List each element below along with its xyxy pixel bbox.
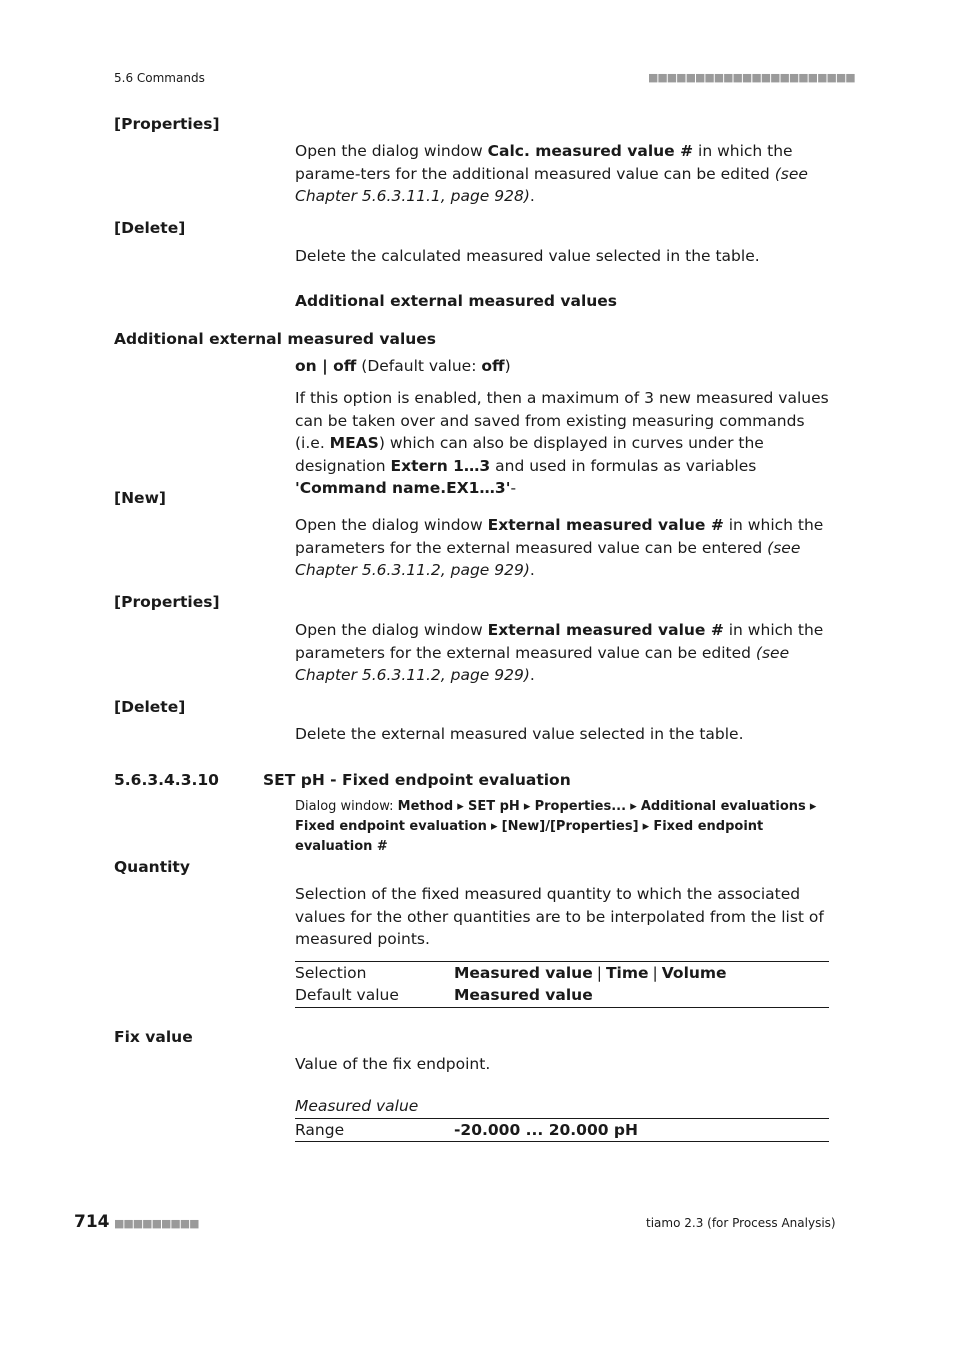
- dialog-path: Dialog window: Method ▸ SET pH ▸ Properties... ▸ Additional evaluations ▸ Fixed endpoint evaluation ▸ [New]/[Properties] ▸ Fixed endpoint evaluation #: [295, 799, 817, 854]
- properties-description: Open the dialog window Calc. measured value # in which the parame-ters for the additional measured value can be edited (see Chapter 5.6.3.11.1, page 928).: [295, 142, 808, 205]
- table-rule: [295, 1007, 829, 1008]
- selection-key: Selection: [295, 964, 367, 982]
- external-values-description: If this option is enabled, then a maximum of 3 new measured values can be taken over and saved from existing measuring commands (i.e. MEAS) which can also be displayed in curves under the designation Extern 1…3 and used in formulas as variables 'Command name.EX1…3'-: [295, 389, 829, 497]
- running-header-section: 5.6 Commands: [114, 71, 205, 85]
- fix-value-spec-table: [295, 1119, 829, 1141]
- new-description: Open the dialog window External measured value # in which the parameters for the external measured value can be entered (see Chapter 5.6.3.11.2, page 929).: [295, 516, 824, 579]
- range-value: -20.000 ... 20.000 pH: [454, 1121, 638, 1139]
- properties-description: Open the dialog window External measured value # in which the parameters for the external measured value can be edited (see Chapter 5.6.3.11.2, page 929).: [295, 621, 824, 684]
- fix-value-table-caption: Measured value: [295, 1097, 419, 1115]
- range-key: Range: [295, 1121, 345, 1139]
- chapter-reference: (see Chapter 5.6.3.11.2, page 929): [295, 538, 801, 579]
- delete-label: [Delete]: [114, 698, 186, 716]
- chapter-reference: (see Chapter 5.6.3.11.1, page 928): [295, 164, 808, 205]
- quantity-description: Selection of the fixed measured quantity to which the associated values for the other quantities are to be interpolated from the list of measured points.: [295, 885, 824, 948]
- selection-value: Measured value | Time | Volume: [454, 964, 727, 982]
- arrow-icon: ▸: [630, 799, 637, 814]
- table-rule: [295, 1141, 829, 1142]
- section-number: 5.6.3.4.3.10: [114, 771, 219, 789]
- arrow-icon: ▸: [490, 819, 498, 834]
- table-row: [295, 962, 829, 984]
- chapter-reference: (see Chapter 5.6.3.11.2, page 929): [295, 643, 790, 684]
- arrow-icon: ▸: [523, 799, 531, 814]
- delete-description: Delete the calculated measured value selected in the table.: [295, 247, 760, 265]
- arrow-icon: ▸: [809, 799, 817, 814]
- quantity-spec-table: [295, 962, 829, 1006]
- fix-value-description: Value of the fix endpoint.: [295, 1055, 491, 1073]
- external-values-label: Additional external measured values: [114, 330, 437, 348]
- page-number: 714: [74, 1212, 110, 1232]
- properties-label: [Properties]: [114, 593, 220, 611]
- table-row: [295, 984, 829, 1006]
- quantity-label: Quantity: [114, 858, 190, 876]
- arrow-icon: ▸: [457, 799, 464, 814]
- default-value: Measured value: [454, 986, 593, 1004]
- footer-product: tiamo 2.3 (for Process Analysis): [646, 1216, 836, 1230]
- delete-label: [Delete]: [114, 219, 186, 237]
- delete-description: Delete the external measured value selected in the table.: [295, 725, 744, 743]
- section-title: SET pH - Fixed endpoint evaluation: [263, 771, 571, 789]
- footer-decoration: ■■■■■■■■■: [114, 1217, 199, 1230]
- running-header-decoration: ■■■■■■■■■■■■■■■■■■■■■■: [648, 71, 855, 84]
- properties-label: [Properties]: [114, 115, 220, 133]
- default-key: Default value: [295, 986, 399, 1004]
- arrow-icon: ▸: [642, 819, 650, 834]
- external-values-default: on | off (Default value: off): [295, 357, 511, 375]
- new-label: [New]: [114, 489, 166, 507]
- fix-value-label: Fix value: [114, 1028, 193, 1046]
- external-values-subheading: Additional external measured values: [295, 292, 618, 310]
- table-row: [295, 1119, 829, 1141]
